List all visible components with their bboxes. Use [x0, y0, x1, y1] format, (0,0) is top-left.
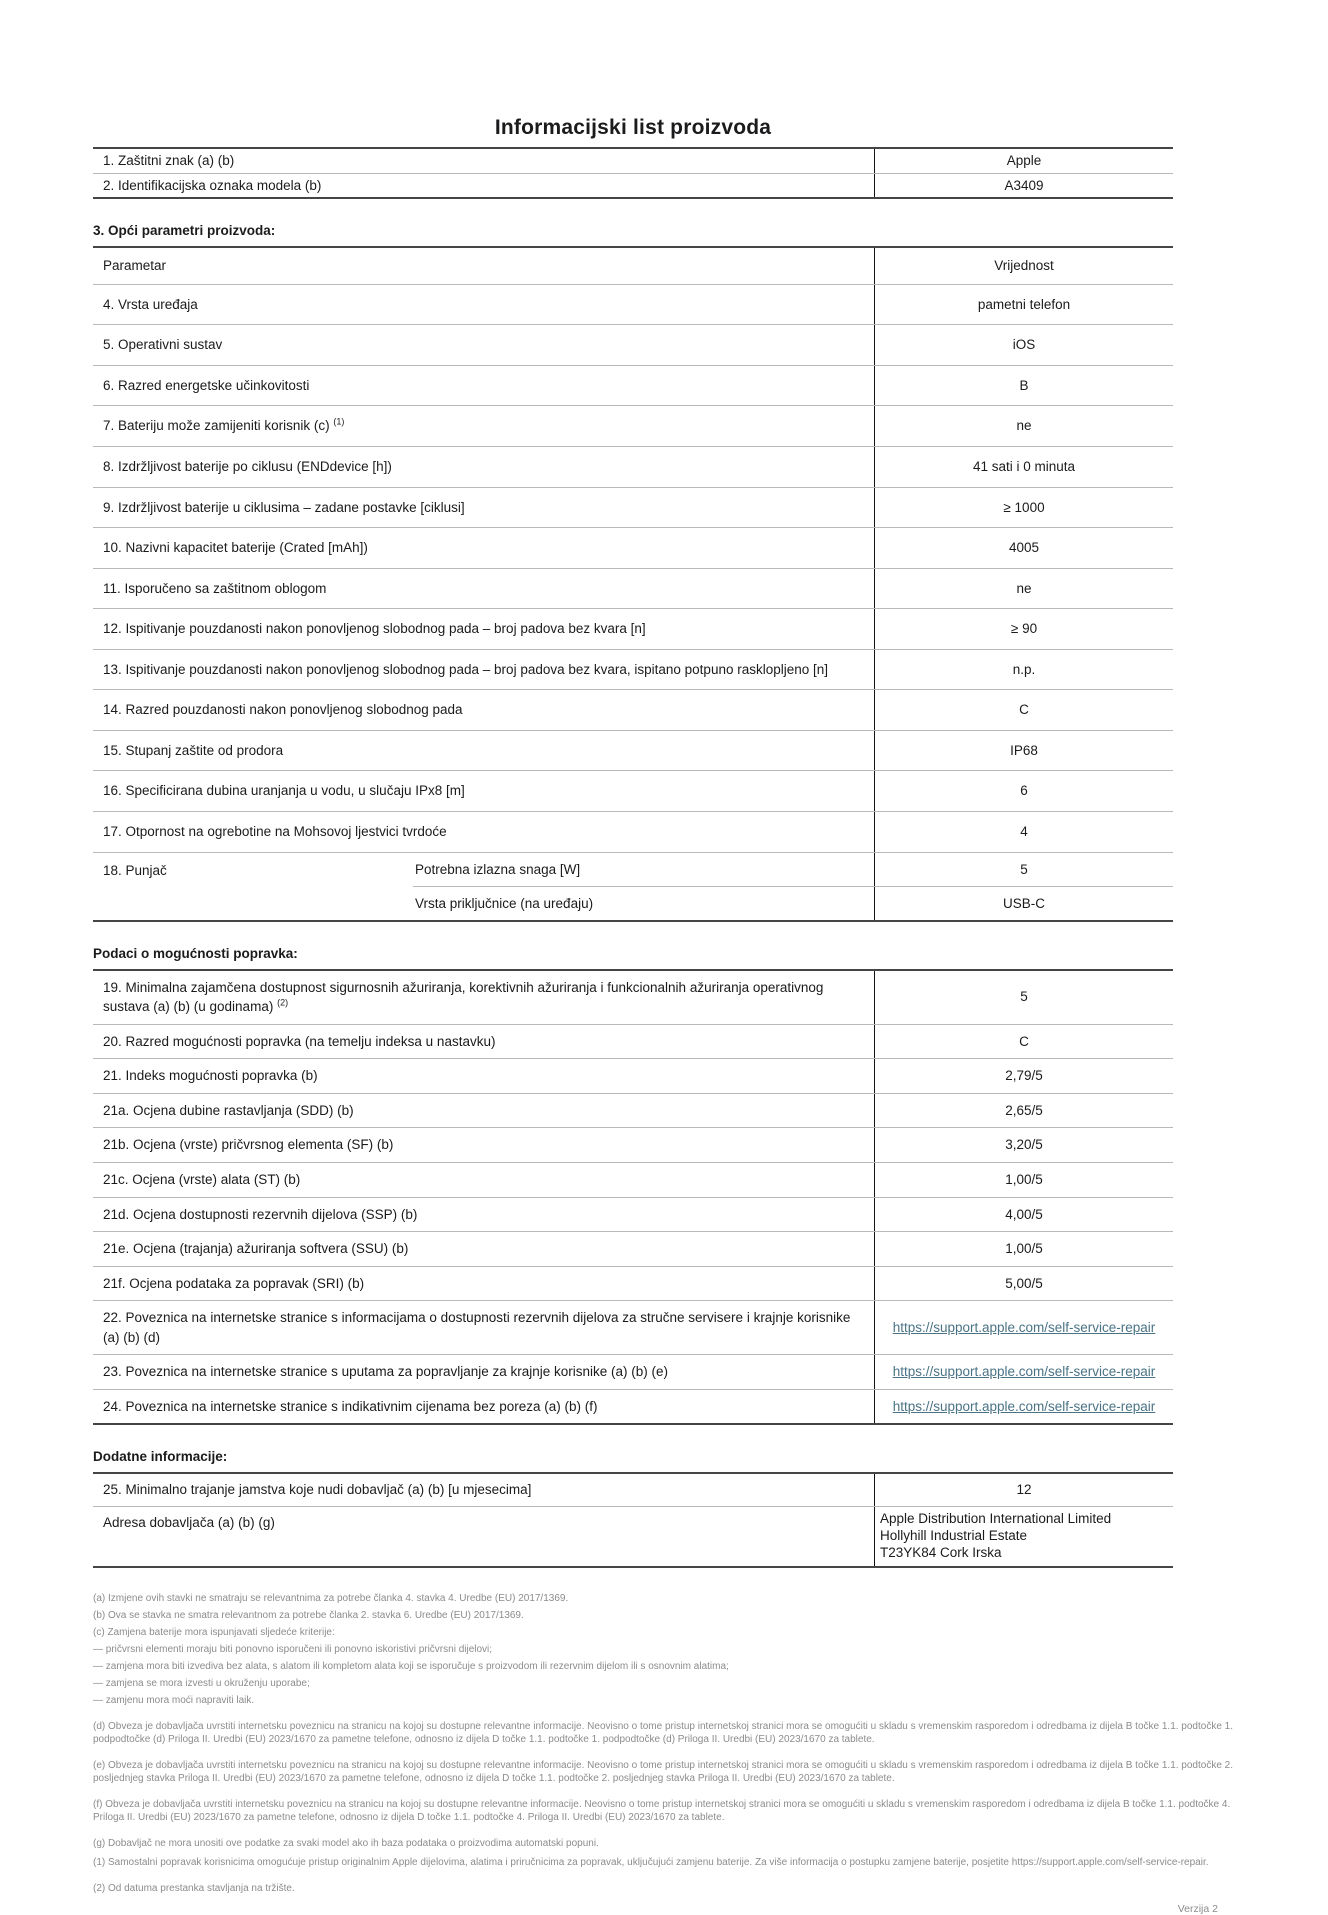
row-value: 4005 — [1008, 540, 1040, 556]
table-row — [93, 1506, 1173, 1566]
row-label: 20. Razred mogućnosti popravka (na temelju indeksa u nastavku) — [93, 1025, 875, 1059]
footnote: — zamjenu mora moći napraviti laik. — [93, 1694, 255, 1706]
table-row — [93, 1197, 1173, 1232]
row-value: pametni telefon — [977, 296, 1071, 312]
footnote: (g) Dobavljač ne mora unositi ove podatke za svaki model ako ih baza podataka o proizvodima automatski popuni. — [93, 1837, 599, 1849]
table-row — [93, 1389, 1173, 1424]
table-row — [93, 527, 1173, 568]
table-row — [93, 730, 1173, 771]
general-parameters-table — [93, 246, 1173, 921]
row-value: C — [1019, 1033, 1029, 1049]
footnote: (2) Od datuma prestanka stavljanja na tržište. — [93, 1882, 295, 1894]
row-value — [875, 1355, 1173, 1389]
row-label: 23. Poveznica na internetske stranice s uputama za popravljanje za krajnje korisnike (a) (b) (e) — [93, 1355, 875, 1389]
footnote: (b) Ova se stavka ne smatra relevantnom za potrebe članka 2. stavka 6. Uredbe (EU) 2017/1369. — [93, 1609, 524, 1621]
document-page — [93, 0, 1236, 1915]
row-label: 21a. Ocjena dubine rastavljanja (SDD) (b) — [93, 1094, 875, 1128]
sub-row-value: 5 — [1020, 861, 1028, 877]
table-row — [93, 770, 1173, 811]
charger-sub-row — [413, 853, 1173, 886]
row-label: 6. Razred energetske učinkovitosti — [93, 366, 875, 406]
table-row — [93, 568, 1173, 609]
section-heading-general-parameters: 3. Opći parametri proizvoda: — [93, 223, 276, 239]
row-value: ≥ 1000 — [1003, 499, 1045, 515]
footnote: (1) Samostalni popravak korisnicima omogućuje pristup originalnim Apple dijelovima, alatima i priručnicima za popravak, uključujući zamjenu baterije. Za više informacija o postupku zamjene baterije, posjetite https://support.apple.com/self-service-repair. — [93, 1856, 1209, 1868]
table-row — [93, 1300, 1173, 1354]
row-label: 10. Nazivni kapacitet baterije (Crated [mAh]) — [93, 528, 875, 568]
sub-row-value: USB-C — [1002, 895, 1045, 911]
row-value: 1,00/5 — [1005, 1241, 1043, 1257]
footnote: (d) Obveza je dobavljača uvrstiti internetsku poveznicu na stranicu na kojoj su dostupne relevantne informacije. Neovisno o tome pristup internetskoj stranici mora se omogućiti u skladu s vremenskim rasporedom i odredbama iz dijela B točke 1.1. podtočke 1. podpodtočke (d) Priloga II. Uredbi (EU) 2023/1670 za pametne telefone, odnosno iz dijela D točke 1.1. podtočke 1. podpodtočke (d) Priloga II. Uredbi (EU) 2023/1670 za tablete. — [93, 1720, 1234, 1745]
address-line: Apple Distribution International Limited — [880, 1511, 1112, 1526]
row-value: 41 sati i 0 minuta — [972, 458, 1076, 474]
additional-info-table — [93, 1472, 1173, 1567]
table-row — [93, 971, 1173, 1024]
row-label: 12. Ispitivanje pouzdanosti nakon ponovljenog slobodnog pada – broj padova bez kvara [n] — [93, 609, 875, 649]
table-header-row — [93, 248, 1173, 284]
row-label: 11. Isporučeno sa zaštitnom oblogom — [93, 569, 875, 609]
row-value: C — [1019, 702, 1029, 718]
footnotes-block — [93, 1592, 1236, 1895]
row-label: 2. Identifikacijska oznaka modela (b) — [93, 174, 875, 198]
row-label: 21e. Ocjena (trajanja) ažuriranja softvera (SSU) (b) — [93, 1232, 875, 1266]
footnote: — zamjena mora biti izvediva bez alata, s alatom ili kompletom alata koji se isporučuje s proizvodom ili rezervnim dijelom ili s osnovnim alatima; — [93, 1660, 729, 1672]
row-value: 5 — [1020, 989, 1028, 1005]
row-label: 18. Punjač — [103, 862, 167, 878]
row-label: 21d. Ocjena dostupnosti rezervnih dijelova (SSP) (b) — [93, 1198, 875, 1232]
row-label: 21f. Ocjena podataka za popravak (SRI) (b) — [93, 1267, 875, 1301]
table-row — [93, 689, 1173, 730]
table-row — [93, 1266, 1173, 1301]
row-value: 3,20/5 — [1005, 1137, 1043, 1153]
table-row — [93, 1093, 1173, 1128]
table-row — [93, 649, 1173, 690]
footnote: (c) Zamjena baterije mora ispunjavati sljedeće kriterije: — [93, 1626, 335, 1638]
sub-row-label: Vrsta priključnice (na uređaju) — [413, 887, 875, 920]
row-value: 4 — [1020, 824, 1028, 839]
footnote: (a) Izmjene ovih stavki ne smatraju se relevantnima za potrebe članka 4. stavka 4. Uredbe (EU) 2017/1369. — [93, 1592, 569, 1604]
table-row — [93, 1058, 1173, 1093]
address-line: Hollyhill Industrial Estate — [880, 1527, 1028, 1543]
row-value: 2,79/5 — [1005, 1068, 1043, 1084]
row-label: 24. Poveznica na internetske stranice s indikativnim cijenama bez poreza (a) (b) (f) — [93, 1390, 875, 1424]
page-title: Informacijski list proizvoda — [494, 116, 772, 139]
row-label: 13. Ispitivanje pouzdanosti nakon ponovljenog slobodnog pada – broj padova bez kvara, ispitano potpuno rasklopljeno [n] — [93, 650, 875, 690]
support-link[interactable]: https://support.apple.com/self-service-repair — [892, 1364, 1156, 1380]
sub-row-label: Potrebna izlazna snaga [W] — [413, 853, 875, 886]
table-row — [93, 608, 1173, 649]
charger-sub-row — [413, 886, 1173, 920]
footnote: (e) Obveza je dobavljača uvrstiti internetsku poveznicu na stranicu na kojoj su dostupne relevantne informacije. Neovisno o tome pristup internetskoj stranici mora se omogućiti u skladu s vremenskim rasporedom i odredbama iz dijela B točke 1.1. podtočke 2. posljednjeg stavka Priloga II. Uredbi (EU) 2023/1670 za pametne telefone, odnosno iz dijela D točke 1.1. podtočke 2. posljednjeg stavka Priloga II. Uredbi (EU) 2023/1670 za tablete. — [93, 1759, 1234, 1784]
row-label: 22. Poveznica na internetske stranice s informacijama o dostupnosti rezervnih dijelova za stručne servisere i krajnje korisnike (a) (b) (d) — [93, 1301, 875, 1354]
row-value — [875, 1390, 1173, 1424]
footnote: (f) Obveza je dobavljača uvrstiti internetsku poveznicu na stranicu na kojoj su dostupne relevantne informacije. Neovisno o tome pristup internetskoj stranici mora se omogućiti u skladu s vremenskim rasporedom i odredbama iz dijela B točke 1.1. podtočke 4. Priloga II. Uredbi (EU) 2023/1670 za pametne telefone, odnosno iz dijela D točke 1.1. podtočke 4. Priloga II. Uredbi (EU) 2023/1670 za tablete. — [93, 1798, 1231, 1823]
footnote: — pričvrsni elementi moraju biti ponovno isporučeni ili ponovno iskoristivi pričvrsni dijelovi; — [93, 1643, 493, 1655]
table-row — [93, 852, 1173, 920]
row-label: Adresa dobavljača (a) (b) (g) — [93, 1507, 875, 1566]
row-label: 1. Zaštitni znak (a) (b) — [93, 149, 875, 173]
table-row — [93, 1354, 1173, 1389]
row-value: ne — [1016, 580, 1032, 596]
row-value: IP68 — [1010, 742, 1038, 758]
table-row — [93, 446, 1173, 487]
support-link[interactable]: https://support.apple.com/self-service-repair — [892, 1319, 1156, 1335]
column-header-parameter: Parametar — [93, 248, 875, 284]
row-label: 17. Otpornost na ogrebotine na Mohsovoj ljestvici tvrdoće — [93, 812, 875, 852]
table-row — [93, 284, 1173, 325]
row-label: 21. Indeks mogućnosti popravka (b) — [93, 1059, 875, 1093]
row-label: 21c. Ocjena (vrste) alata (ST) (b) — [93, 1163, 875, 1197]
row-value — [875, 1507, 1173, 1566]
row-value: 2,65/5 — [1005, 1102, 1043, 1118]
table-row — [93, 1127, 1173, 1162]
support-link[interactable]: https://support.apple.com/self-service-repair — [892, 1398, 1156, 1414]
repairability-table — [93, 969, 1173, 1426]
row-label: 14. Razred pouzdanosti nakon ponovljenog slobodnog pada — [93, 690, 875, 730]
row-label: 16. Specificirana dubina uranjanja u vodu, u slučaju IPx8 [m] — [93, 771, 875, 811]
row-label: 19. Minimalna zajamčena dostupnost sigurnosnih ažuriranja, korektivnih ažuriranja i funkcionalnih ažuriranja operativnog sustava (a) (b) (u godinama) $^{(2)}$ — [93, 971, 875, 1024]
table-row — [93, 1231, 1173, 1266]
row-label: 7. Bateriju može zamijeniti korisnik (c) $^{(1)}$ — [93, 406, 875, 446]
row-value: iOS — [1012, 337, 1036, 353]
address-line: T23YK84 Cork Irska — [880, 1544, 1002, 1560]
identification-table — [93, 147, 1173, 199]
table-row — [93, 405, 1173, 446]
row-value: ≥ 90 — [1010, 621, 1038, 637]
row-value: 1,00/5 — [1005, 1171, 1043, 1187]
row-label: 4. Vrsta uređaja — [93, 285, 875, 325]
row-label: 5. Operativni sustav — [93, 325, 875, 365]
row-value: A3409 — [1004, 177, 1044, 193]
table-row — [93, 173, 1173, 198]
table-row — [93, 487, 1173, 528]
row-label: 9. Izdržljivost baterije u ciklusima – zadane postavke [ciklusi] — [93, 488, 875, 528]
table-row — [93, 324, 1173, 365]
row-value — [875, 1301, 1173, 1354]
row-value: ne — [1016, 418, 1032, 434]
table-row — [93, 1474, 1173, 1506]
row-value: B — [1019, 377, 1029, 393]
footnote-reference: (2) — [277, 997, 289, 1008]
table-row — [93, 1024, 1173, 1059]
row-label: 25. Minimalno trajanje jamstva koje nudi dobavljač (a) (b) [u mjesecima] — [93, 1474, 875, 1506]
footnote-reference: (1) — [333, 416, 345, 427]
footnote: — zamjena se mora izvesti u okruženju uporabe; — [93, 1677, 310, 1689]
table-row — [93, 1162, 1173, 1197]
table-row — [93, 365, 1173, 406]
row-value: Apple — [1006, 153, 1042, 168]
section-heading-repairability: Podaci o mogućnosti popravka: — [93, 945, 298, 961]
table-row — [93, 149, 1173, 173]
row-value: 4,00/5 — [1005, 1206, 1043, 1222]
row-value: 6 — [1020, 783, 1028, 799]
row-label: 15. Stupanj zaštite od prodora — [93, 731, 875, 771]
row-value: n.p. — [1012, 661, 1036, 677]
row-value: 12 — [1016, 1482, 1032, 1498]
row-label: 21b. Ocjena (vrste) pričvrsnog elementa (SF) (b) — [93, 1128, 875, 1162]
version-label: Verzija 2 — [1177, 1902, 1218, 1915]
charger-subtable — [413, 853, 1173, 920]
table-row — [93, 811, 1173, 852]
column-header-value: Vrijednost — [994, 258, 1054, 274]
row-value: 5,00/5 — [1005, 1275, 1043, 1291]
row-label: 8. Izdržljivost baterije po ciklusu (ENDdevice [h]) — [93, 447, 875, 487]
section-heading-additional-info: Dodatne informacije: — [93, 1449, 228, 1465]
